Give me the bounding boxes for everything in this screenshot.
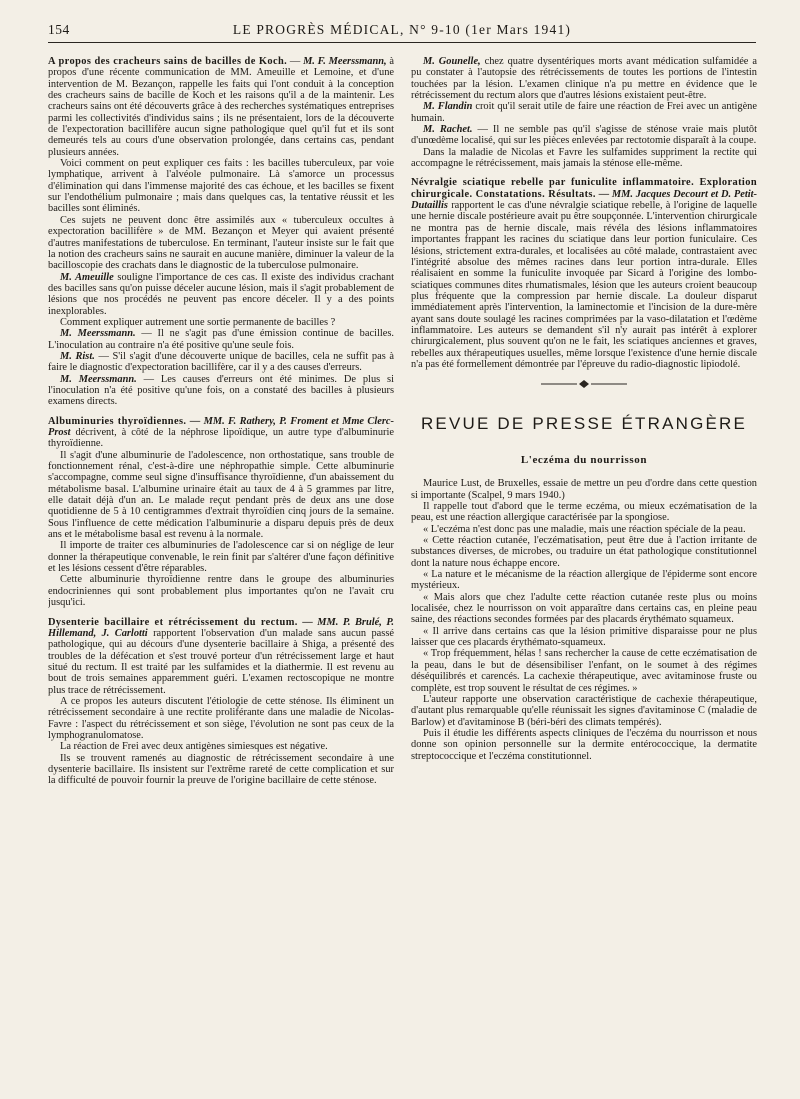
- section-paragraph: A propos des cracheurs sains de bacilles de Koch. — M. F. Meerssmann, à propos d'une récente communication de MM. Ameuille et Lemoine, et d'une intervention de M. Bezançon, rappelle les faits qui l'ont conduit à la conception des cracheurs sains de bacille de Koch et les raisons qu'il a de la maintenir. Les cracheurs sains ont été découverts grâce à des recherches systématiques entreprises parmi les collectivités d'individus sains ; ils ne présentaient, lors de la découverte de l'expectoration bacillifère aucun signe pathologique quel qu'il fut et ils sont demeurés tels au cours d'une observation prolongée, dans certains cas, pendant plusieurs années.: [48, 56, 394, 158]
- paragraph: Il rappelle tout d'abord que le terme eczéma, ou mieux eczématisation de la peau, est une réaction allergique caractérisée par la spongiose.: [411, 501, 757, 524]
- paragraph: [411, 101, 757, 124]
- paragraph: [48, 351, 394, 374]
- author-name: — MM. P. Brulé, P. Hillemand, J. Carlotti: [48, 616, 394, 639]
- paragraph-text: chez quatre dysentériques morts avant médication sulfamidée a pu constater à l'autopsie des rétrécissements de toutes les portions de l'intestin touchées par la lésion. L'examen clinique n'a pu mettre en évidence que le rétrécissement du rectum alors que d'autres lésions existaient peut-être.: [411, 56, 757, 102]
- paragraph: [411, 56, 757, 101]
- paragraph: [48, 374, 394, 408]
- paragraph: Maurice Lust, de Bruxelles, essaie de mettre un peu d'ordre dans cette question si importante (Scalpel, 9 mars 1940.): [411, 478, 757, 501]
- paragraph: Ces sujets ne peuvent donc être assimilés aux « tuberculeux occultes à expectoration bacillifère » de MM. Bezançon et Meyer qui avaient présenté d'autres manifestations de tuberculose. En terminant, l'auteur insiste sur le fait que la notion des cracheurs sains ne saurait en aucune manière, diminuer la valeur de la bacilloscopie des crachats dans le diagnostic de la tuberculose pulmonaire.: [48, 214, 394, 272]
- section-title: Névralgie sciatique rebelle par funiculite inflammatoire. Exploration chirurgicale. Constatations. Résultats.: [411, 177, 757, 200]
- author-name: — MM. Jacques Decourt et D. Petit-Dutaillis: [411, 188, 757, 212]
- ornament-divider: [411, 380, 757, 391]
- paragraph: « Il arrive dans certains cas que la lésion primitive disparaisse pour ne plus laisser que ces placards érythémato-squameux.: [411, 625, 757, 649]
- paragraph: L'auteur rapporte une observation caractéristique de cachexie thérapeutique, d'autant plus remarquable qu'elle réunissait les signes d'avitaminose C (maladie de Barlow) et d'avitaminose B (béri-béri des climats tempérés).: [411, 693, 757, 728]
- paragraph: Comment expliquer autrement une sortie permanente de bacilles ?: [60, 316, 336, 328]
- section-paragraph: [48, 416, 394, 450]
- paragraph: Puis il étudie les différents aspects cliniques de l'eczéma du nourrisson et nous donne son opinion personnelle sur la dermite entérococcique, la dermatite streptococcique et l'eczéma constitutionnel.: [411, 727, 757, 762]
- author-name: — MM. F. Rathery, P. Froment et Mme Clerc-Prost: [48, 415, 394, 438]
- article-title: L'eczéma du nourrisson: [520, 453, 648, 466]
- running-header: [48, 22, 756, 43]
- paragraph: Il s'agit d'une albuminurie de l'adolescence, non orthostatique, sans trouble de fonctionnement rénal, c'est-à-dire une néphropathie simple. Cette albuminurie s'accompagne, comme seul signe d'insuffisance thyroïdienne, d'un abaissement du métabolisme basal. L'albumine urinaire était au taux de 4 à 5 grammes par litre, elle datait déjà d'un an. Le malade reçut pendant près de deux ans une dose quotidienne de 5 à 10 centigrammes d'extrait thyroïdien cinq jours de la semaine. Sous l'influence de cette médication l'albuminurie a disparu depuis près de deux ans et le métabolisme basal est revenu à la normale.: [48, 449, 394, 541]
- paragraph-text: — S'il s'agit d'une découverte unique de bacilles, cela ne suffit pas à faire le diagnostic d'expectoration bacillifère, car il y a des causes d'erreurs.: [48, 350, 394, 374]
- paragraph: « Trop fréquemment, hélas ! sans rechercher la cause de cette eczématisation de la peau, dans le but de désensibiliser l'enfant, on le soumet à des régimes déséquilibrés et carencés. La cachexie thérapeutique, avec avitaminose fruste ou complète, est trop souvent le résultat de ces régimes. »: [411, 648, 757, 694]
- section-title: Albuminuries thyroïdiennes.: [48, 415, 187, 427]
- paragraph: [48, 272, 394, 317]
- paragraph-text: — Les causes d'erreurs ont été minimes. De plus si l'inoculation n'a été positive qu'une fois, on a constaté des bacilles à plusieurs examens directs.: [48, 373, 394, 408]
- author-name: M. Meerssmann.: [60, 328, 136, 340]
- paragraph: Voici comment on peut expliquer ces faits : les bacilles tuberculeux, par voie lymphatique, arrivent à l'alvéole pulmonaire. Là s'amorce un processus d'élimination qui dans l'immense majorité des cas échoue, et les bacilles se fixent sur l'endothélium pulmonaire ; mais dans quelques cas, la tentative réussit et les bacilles sont éliminés.: [48, 158, 394, 215]
- revue-heading: REVUE DE PRESSE ÉTRANGÈRE: [420, 413, 748, 433]
- paragraph-text: rapportent le cas d'une névralgie sciatique rebelle, à l'origine de laquelle une hernie discale postérieure avait pu être soupçonnée. L'intervention chirurgicale ne montra pas de hernie discale, mais révéla des lésions inflammatoires importantes frappant les racines du sciatique dans leur portion funiculaire. Ces lésions, strictement extra-durales, et localisées au côté malade, contrastaient avec l'intégrité absolue des mêmes racines dans leur portion intra-durale. Elles réalisaient en somme la funiculite invoquée par Sicard à l'origine des lombo-sciatiques communes dites rhumatismales, lésion que les auteurs croient beaucoup plus fréquente que la compression par hernie discale. La douleur disparut immédiatement après l'intervention, la laminectomie et l'incision de la dure-mère ayant sans doute soulagé les racines comprimées par la vaso-dilatation et l'œdème inflammatoire. Les auteurs se demandent s'il n'y aurait pas intérêt à explorer chirurgicalement, plus souvent qu'on ne le fait, les sciatiques anciennes et graves, rebelles aux thérapeutiques usuelles, même lorsque l'existence d'une hernie discale n'a pas été formellement démontrée par l'épreuve du radio-diagnostic lipiodolé.: [411, 200, 757, 370]
- paragraph: Dans la maladie de Nicolas et Favre les sulfamides suppriment la rectite qui accompagne le rétrécissement, mais jamais la sténose elle-même.: [411, 146, 757, 170]
- paragraph: Ils se trouvent ramenés au diagnostic de rétrécissement secondaire à une dysenterie bacillaire. Ils insistent sur l'extrême rareté de cette complication et sur la difficulté de pouvoir fournir la preuve de l'origine bacillaire de cette sténose.: [48, 752, 394, 787]
- paragraph: « La nature et le mécanisme de la réaction allergique de l'épiderme sont encore mystérieux.: [411, 569, 757, 592]
- paragraph: Cette albuminurie thyroïdienne rentre dans le groupe des albuminuries endocriniennes qui sont probablement plus importantes qu'on ne l'avait cru jusqu'ici.: [48, 574, 394, 609]
- author-name: M. Gounelle,: [423, 56, 481, 67]
- ornament-icon: [539, 380, 629, 388]
- paragraph: Il importe de traiter ces albuminuries de l'adolescence car si on néglige de leur donner la thérapeutique convenable, le rein finit par s'altérer d'une façon définitive et les lésions cessent d'être réparables.: [48, 540, 394, 575]
- page-number: 154: [48, 22, 70, 37]
- paragraph: « Mais alors que chez l'adulte cette réaction cutanée reste plus ou moins localisée, chez le nourrisson on voit apparaître dans certains cas, en pleine peau saine, des réactions secondes formées par des placards érythémato squameux.: [411, 591, 757, 626]
- paragraph: La réaction de Frei avec deux antigènes simiesques est négative.: [60, 741, 328, 753]
- paragraph-text: — Il ne s'agit pas d'une émission continue de bacilles. L'inoculation au contraire n'a été positive qu'une seule fois.: [48, 328, 394, 351]
- section-title: Dysenterie bacillaire et rétrécissement du rectum.: [48, 616, 298, 628]
- section-title: A propos des cracheurs sains de bacilles de Koch.: [48, 56, 288, 67]
- author-name: M. Rachet.: [423, 124, 473, 136]
- paragraph-text: rapportent l'observation d'un malade sans aucun passé pathologique, qui au décours d'une dysenterie bacillaire à Shiga, a présenté des troubles de la défécation et s'est trouvé porteur d'un rétrécissement large et haut situé du rectum. Il est traité par les sulfamides et la diathermie. Il est revenu au bout de trois semaines apparemment guéri. L'examen rectoscopique ne montre plus trace de rétrécissement.: [48, 627, 394, 696]
- paragraph-text: décrivent, à côté de la néphrose lipoïdique, un autre type d'albuminurie thyroïdienne.: [48, 427, 394, 450]
- paragraph-text: — Il ne semble pas qu'il s'agisse de sténose vraie mais plutôt d'unœdème localisé, qui sur les pièces enlevées par rectotomie disparaît à la coupe.: [411, 124, 757, 147]
- author-name: M. Ameuille: [60, 271, 114, 283]
- section-paragraph: [411, 177, 757, 370]
- paragraph: [48, 328, 394, 351]
- paragraph: « Cette réaction cutanée, l'eczématisation, peut être due à l'action irritante de substances diverses, de microbes, ou traduire un état pathologique constitutionnel dont la nature nous échappe encore.: [411, 535, 757, 569]
- paragraph-text: à propos d'une récente communication de MM. Ameuille et Lemoine, et d'une intervention de M. Bezançon, rappelle les faits qui l'ont conduit à la conception des cracheurs sains de bacille de Koch et les raisons qu'il a de la maintenir. Les cracheurs sains ont été découverts grâce à des recherches systématiques entreprises parmi les collectivités d'individus sains ; ils ne présentaient, lors de la découverte de l'expectoration bacillifère aucun signe pathologique quel qu'il fut et ils sont demeurés tels au cours d'une observation prolongée, dans certains cas, pendant plusieurs années.: [48, 56, 394, 158]
- section-paragraph: [48, 617, 394, 696]
- paragraph-text: croit qu'il serait utile de faire une réaction de Frei avec un antigène humain.: [411, 101, 757, 124]
- author-name: M. Rist.: [60, 350, 95, 362]
- paragraph: A ce propos les auteurs discutent l'étiologie de cette sténose. Ils éliminent un rétrécissement secondaire à une rectite proliférante dans une maladie de Nicolas-Favre : l'aspect du rétrécissement et son siège, l'évolution ne sont pas ceux de la lymphogranulomatose.: [48, 695, 394, 741]
- paragraph: [411, 124, 757, 147]
- paragraph-text: souligne l'importance de ces cas. Il existe des individus crachant des bacilles sans qu'on puisse déceler aucune lésion, mais il s'agit probablement de lésions que nos procédés ne peuvent pas encore déceler. Il y a des points inexplorables.: [48, 271, 394, 317]
- author-name: M. Flandin: [423, 101, 473, 113]
- right-column: [411, 56, 757, 1086]
- author-name: M. F. Meerssmann,: [303, 56, 387, 67]
- running-title: LE PROGRÈS MÉDICAL, N° 9-10 (1er Mars 1941): [232, 22, 572, 37]
- paragraph: « L'eczéma n'est donc pas une maladie, mais une réaction spéciale de la peau.: [423, 523, 746, 535]
- left-column: [48, 56, 394, 1086]
- author-name: M. Meerssmann.: [60, 373, 137, 385]
